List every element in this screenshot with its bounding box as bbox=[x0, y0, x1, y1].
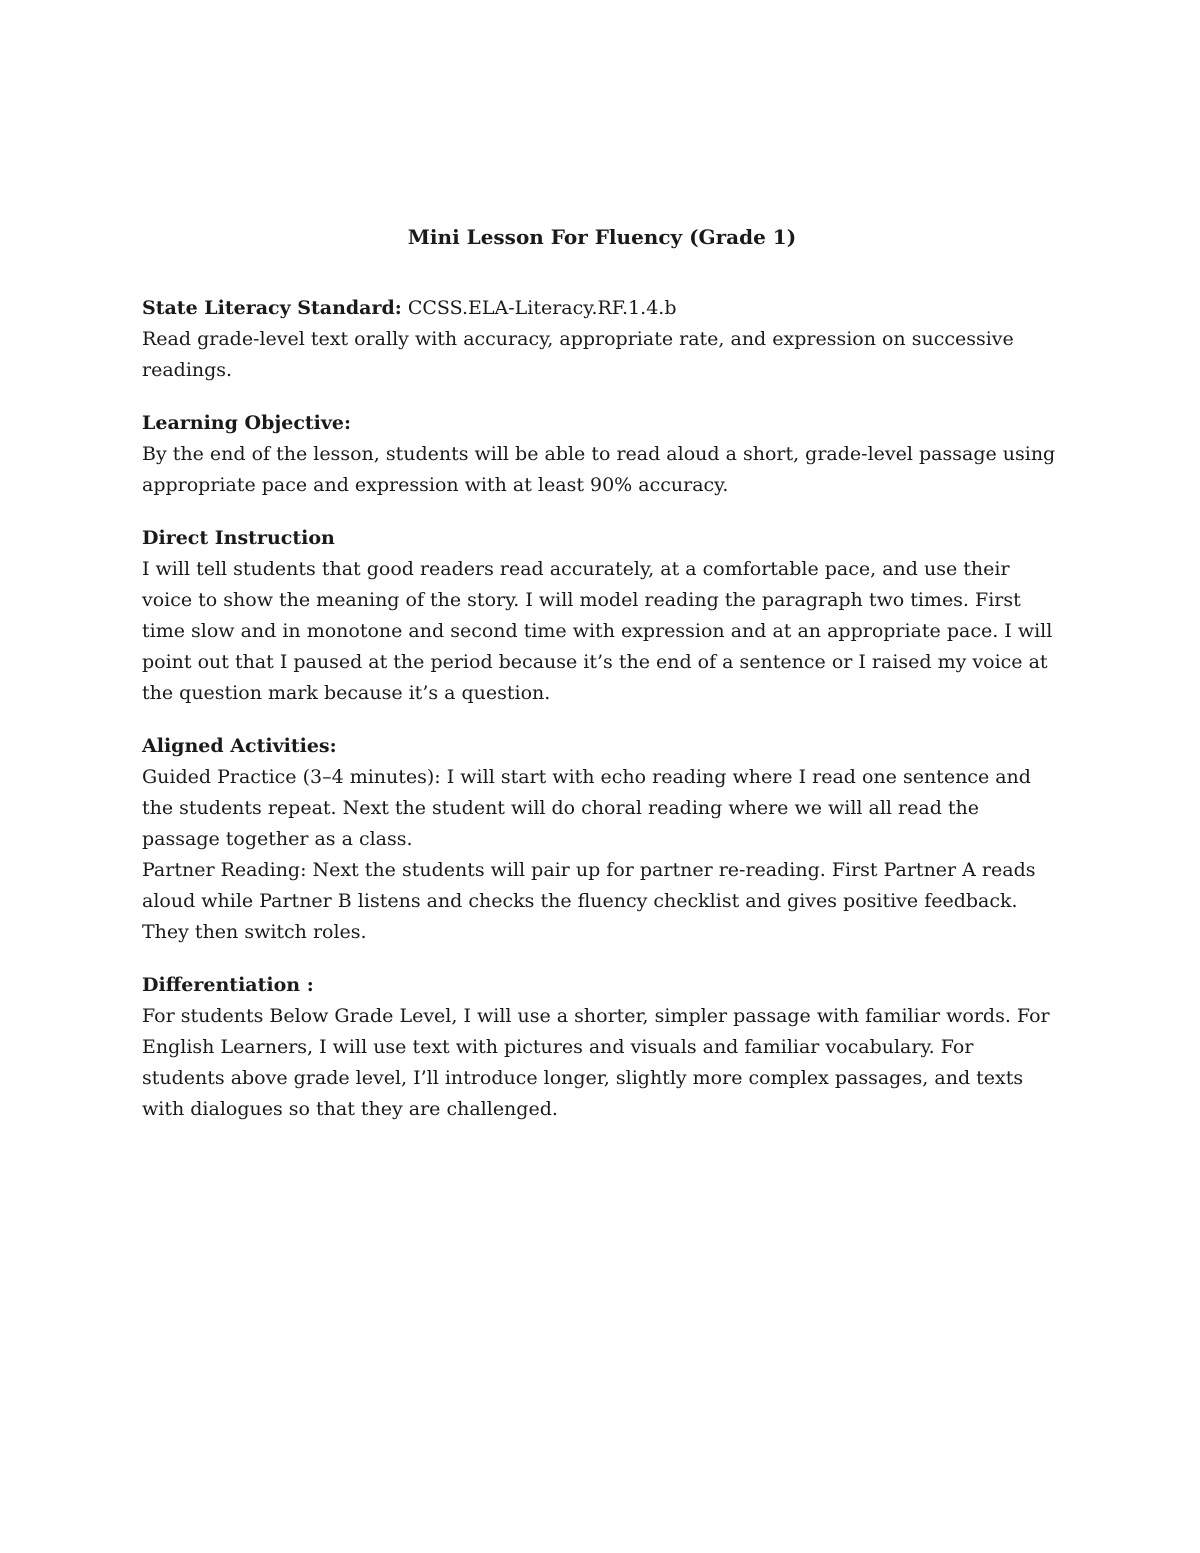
objective-section bbox=[142, 408, 1062, 501]
document-title: Mini Lesson For Fluency (Grade 1) bbox=[407, 225, 797, 249]
instruction-section bbox=[142, 523, 1062, 709]
activities-section bbox=[142, 731, 1062, 948]
standard-section bbox=[142, 293, 1062, 386]
document-body bbox=[142, 222, 1062, 1147]
standard-label: State Literacy Standard: bbox=[142, 297, 402, 319]
objective-heading: Learning Objective: bbox=[142, 412, 352, 434]
differentiation-heading: Differentiation : bbox=[142, 974, 314, 996]
guided-practice-text: Guided Practice (3–4 minutes): I will start with echo reading where I read one sentence and the students repeat. Next the student will do choral reading where we will all read the passage together as a class. bbox=[142, 766, 1031, 850]
differentiation-section bbox=[142, 970, 1062, 1125]
differentiation-text: For students Below Grade Level, I will use a shorter, simpler passage with familiar words. For English Learners, I will use text with pictures and visuals and familiar vocabulary. For students above grade level, I’ll introduce longer, slightly more complex passages, and texts with dialogues so that they are challenged. bbox=[142, 1005, 1050, 1120]
objective-text: By the end of the lesson, students will be able to read aloud a short, grade-level passage using appropriate pace and expression with at least 90% accuracy. bbox=[142, 443, 1056, 496]
standard-description: Read grade-level text orally with accuracy, appropriate rate, and expression on successive readings. bbox=[142, 328, 1014, 381]
activities-heading: Aligned Activities: bbox=[142, 735, 337, 757]
standard-code: CCSS.ELA-Literacy.RF.1.4.b bbox=[407, 297, 677, 319]
partner-reading-text: Partner Reading: Next the students will pair up for partner re-reading. First Partner A reads aloud while Partner B listens and checks the fluency checklist and gives positive feedback. They then switch roles. bbox=[142, 859, 1036, 943]
instruction-heading: Direct Instruction bbox=[142, 527, 335, 549]
standard-line bbox=[142, 293, 1062, 324]
instruction-text: I will tell students that good readers read accurately, at a comfortable pace, and use their voice to show the meaning of the story. I will model reading the paragraph two times. First time slow and in monotone and second time with expression and at an appropriate pace. I will point out that I paused at the period because it’s the end of a sentence or I raised my voice at the question mark because it’s a question. bbox=[142, 558, 1053, 704]
